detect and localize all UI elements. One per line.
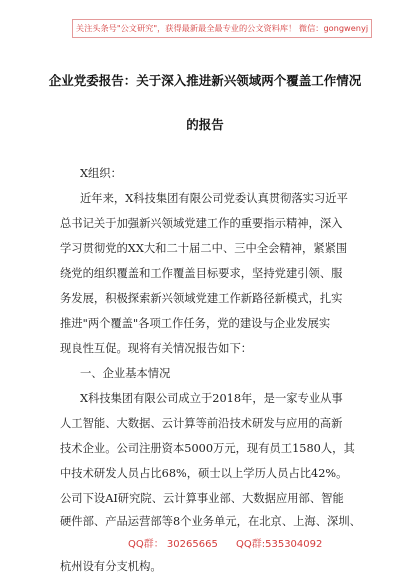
paragraph-line: 硬件部、产品运营部等8个业务单元，在北京、上海、深圳、 — [60, 515, 361, 528]
paragraph-line: 现良性互促。现将有关情况报告如下： — [60, 342, 253, 355]
paragraph-line: 中技术研发人员占比68%，硕士以上学历人员占比42%。 — [60, 467, 348, 480]
paragraph-line: 近年来，X科技集团有限公司党委认真贯彻落实习近平 — [80, 192, 348, 205]
paragraph-line: 绕党的组织覆盖和工作覆盖目标要求，坚持党建引领、服 — [60, 267, 343, 280]
promo-banner: 关注头条号"公文研究"，获得最新最全最专业的公文资料库！ 微信：gongwenyj — [72, 19, 372, 38]
footer-qq-group-2: QQ群:535304092 — [236, 539, 323, 550]
paragraph-line: 务发展，积极探索新兴领域党建工作新路径新模式，扎实 — [60, 292, 343, 305]
document-title-line1: 企业党委报告：关于深入推进新兴领域两个覆盖工作情况 — [48, 73, 362, 88]
document-title-line2: 的报告 — [186, 117, 224, 132]
paragraph-line: 人工智能、大数据、云计算等前沿技术研发与应用的高新 — [60, 417, 343, 430]
paragraph-line: 技术企业。公司注册资本5000万元，现有员工1580人，其 — [60, 442, 355, 455]
section-heading: 一、企业基本情况 — [80, 367, 171, 380]
paragraph-line: 公司下设AI研究院、云计算事业部、大数据应用部、智能 — [60, 492, 344, 505]
salutation: X组织： — [80, 167, 122, 180]
paragraph-line: 总书记关于加强新兴领域党建工作的重要指示精神，深入 — [60, 217, 343, 230]
paragraph-line: 杭州设有分支机构。 — [60, 560, 162, 573]
paragraph-line: X科技集团有限公司成立于2018年，是一家专业从事 — [80, 392, 343, 405]
footer — [0, 535, 408, 549]
footer-qq-group-1: QQ群： 30265665 — [128, 539, 218, 550]
paragraph-line: 推进"两个覆盖"各项工作任务，党的建设与企业发展实 — [60, 317, 331, 330]
paragraph-line: 学习贯彻党的XX大和二十届二中、三中全会精神，紧紧围 — [60, 242, 348, 255]
